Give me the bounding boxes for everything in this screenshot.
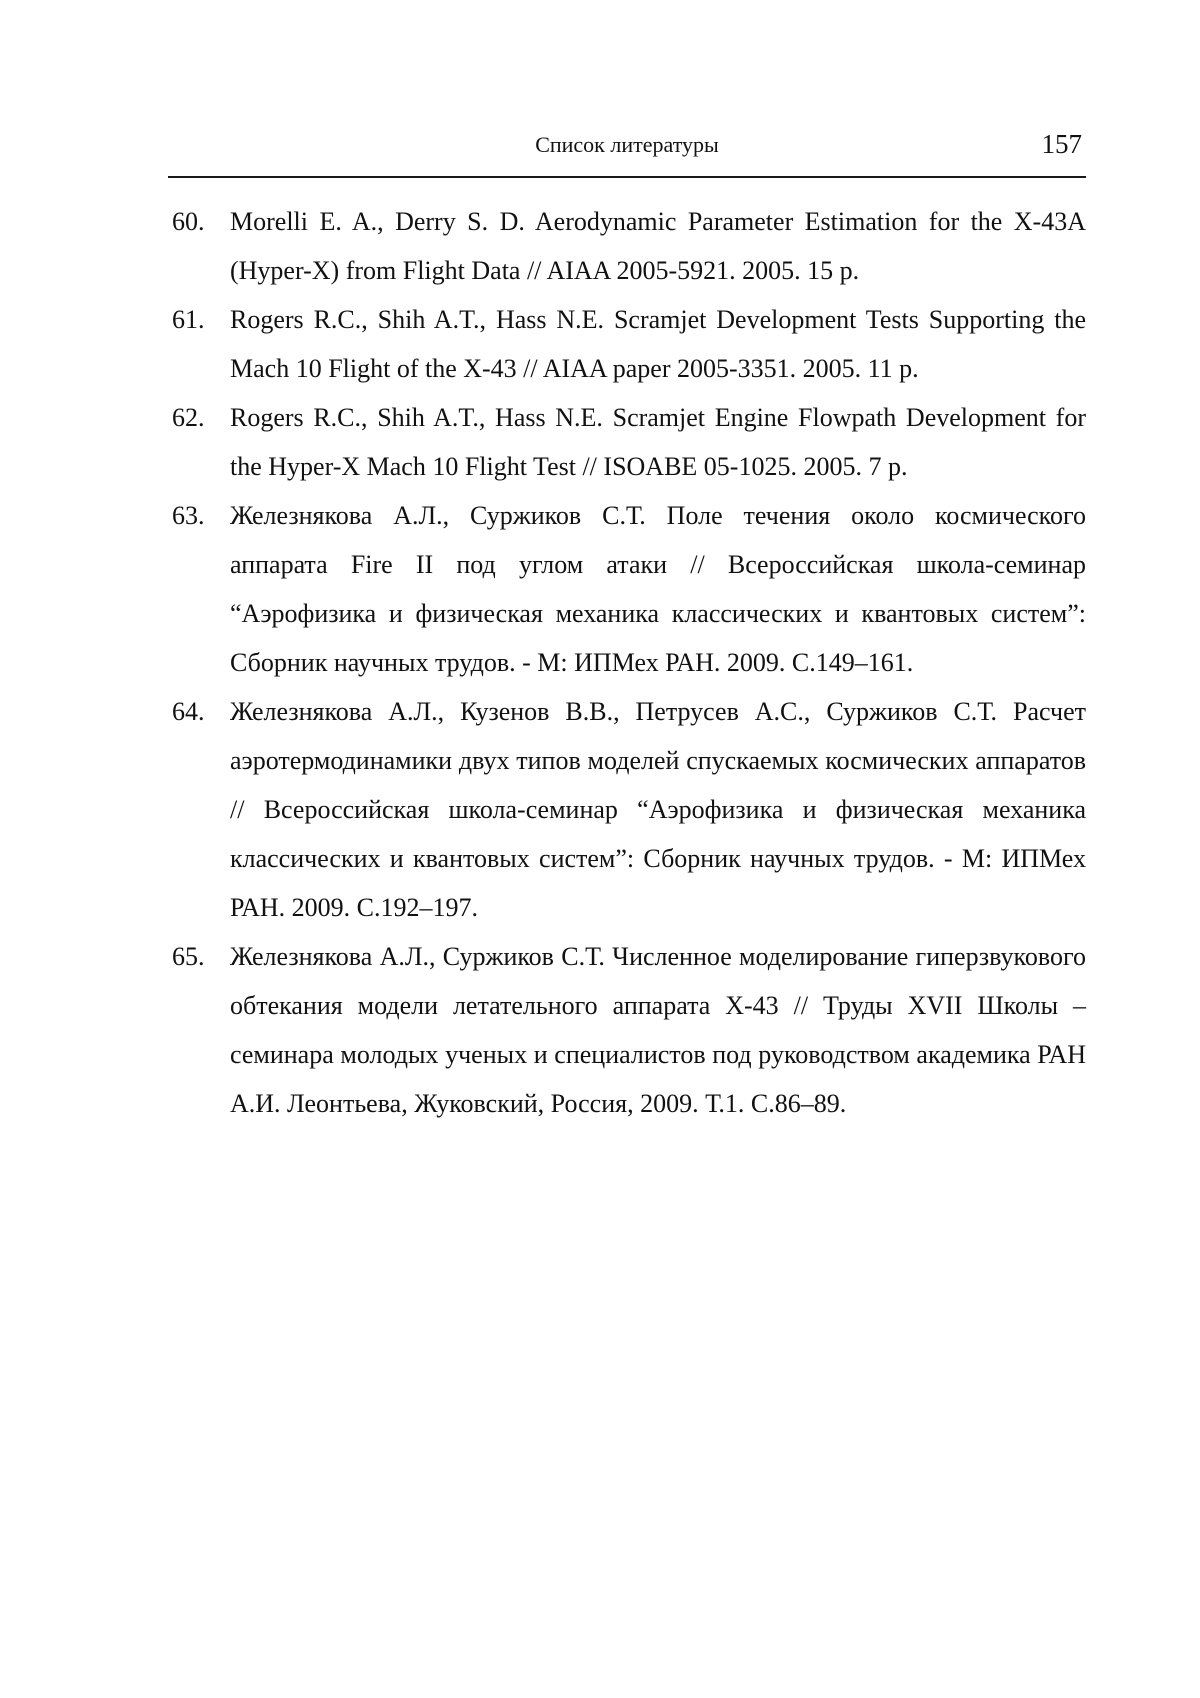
reference-text: Железнякова А.Л., Кузенов В.В., Петрусев А.С., Суржиков С.Т. Расчет аэротермодинамики двух типов моделей спускаемых космических аппаратов // Всероссийская школа-семинар “Аэрофизика и физическая механика классических и квантовых систем”: Сборник научных трудов. - М: ИПМех РАН. 2009. С.192–197. <box>230 697 1086 922</box>
reference-item-65 <box>168 932 1086 1128</box>
reference-item-61 <box>168 295 1086 393</box>
reference-list <box>168 197 1086 1128</box>
reference-number: 62. <box>172 403 205 432</box>
reference-text: Morelli E. A., Derry S. D. Aerodynamic Parameter Estimation for the X-43A (Hyper-X) from Flight Data // AIAA 2005-5921. 2005. 15 p. <box>230 207 1086 285</box>
reference-number: 60. <box>172 207 205 236</box>
reference-number: 65. <box>172 942 205 971</box>
reference-text: Железнякова А.Л., Суржиков С.Т. Численное моделирование гиперзвукового обтекания модели летательного аппарата X-43 // Труды XVII Школы – семинара молодых ученых и специалистов под руководством академика РАН А.И. Леонтьева, Жуковский, Россия, 2009. Т.1. С.86–89. <box>230 942 1086 1118</box>
reference-item-60 <box>168 197 1086 295</box>
reference-text: Rogers R.C., Shih A.T., Hass N.E. Scramjet Development Tests Supporting the Mach 10 Flight of the X-43 // AIAA paper 2005-3351. 2005. 11 p. <box>230 305 1086 383</box>
reference-text: Железнякова А.Л., Суржиков С.Т. Поле течения около космического аппарата Fire II под углом атаки // Всероссийская школа-семинар “Аэрофизика и физическая механика классических и квантовых систем”: Сборник научных трудов. - М: ИПМех РАН. 2009. С.149–161. <box>230 501 1086 677</box>
reference-text: Rogers R.C., Shih A.T., Hass N.E. Scramjet Engine Flowpath Development for the Hyper-X Mach 10 Flight Test // ISOABE 05-1025. 2005. 7 p. <box>230 403 1086 481</box>
reference-item-62 <box>168 393 1086 491</box>
reference-number: 61. <box>172 305 205 334</box>
reference-number: 64. <box>172 697 205 726</box>
page-header <box>168 126 1086 178</box>
reference-item-64 <box>168 687 1086 932</box>
page-number: 157 <box>1041 129 1082 159</box>
running-title: Список литературы <box>535 132 719 157</box>
reference-item-63 <box>168 491 1086 687</box>
reference-number: 63. <box>172 501 205 530</box>
